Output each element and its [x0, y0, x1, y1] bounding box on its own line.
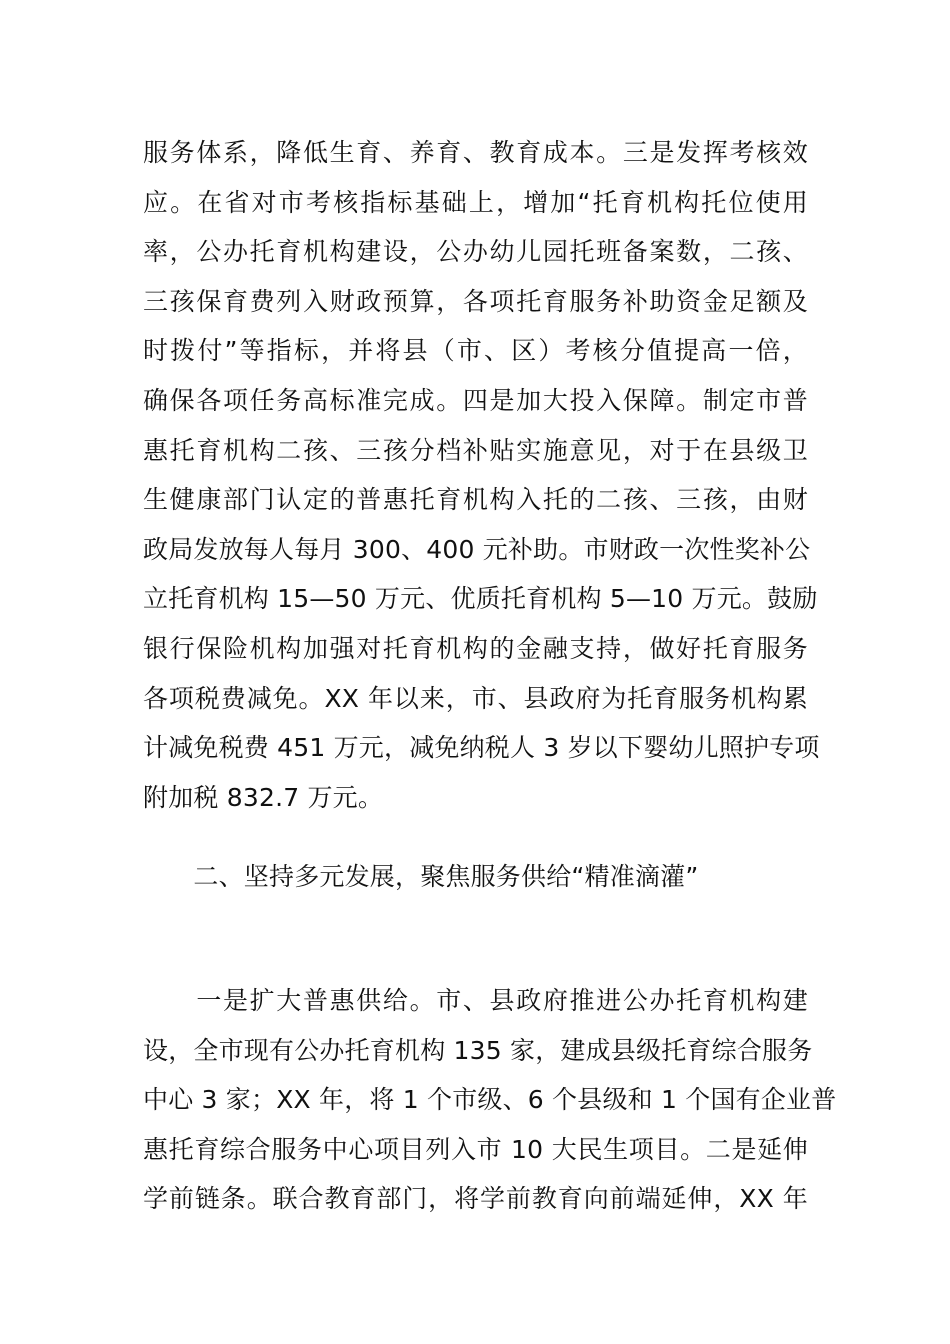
paragraph-line: 各项税费减免。XX 年以来，市、县政府为托育服务机构累 — [143, 683, 808, 713]
body-paragraph-2 — [143, 976, 837, 1224]
paragraph-line: 学前链条。联合教育部门，将学前教育向前端延伸，XX 年 — [143, 1184, 808, 1214]
paragraph-line: 政局发放每人每月 300、400 元补助。市财政一次性奖补公 — [143, 534, 811, 564]
paragraph-line: 立托育机构 15—50 万元、优质托育机构 5—10 万元。鼓励 — [143, 584, 818, 614]
section-heading — [143, 852, 808, 902]
paragraph-line: 生健康部门认定的普惠托育机构入托的二孩、三孩，由财 — [143, 485, 808, 515]
paragraph-line: 服务体系，降低生育、养育、教育成本。三是发挥考核效 — [143, 138, 808, 167]
paragraph-line: 中心 3 家；XX 年，将 1 个市级、6 个县级和 1 个国有企业普 — [143, 1085, 837, 1115]
paragraph-line: 一是扩大普惠供给。市、县政府推进公办托育机构建 — [143, 986, 808, 1015]
paragraph-line: 三孩保育费列入财政预算，各项托育服务补助资金足额及 — [143, 286, 808, 316]
paragraph-line: 惠托育机构二孩、三孩分档补贴实施意见，对于在县级卫 — [143, 435, 808, 465]
paragraph-line: 惠托育综合服务中心项目列入市 10 大民生项目。二是延伸 — [143, 1134, 808, 1164]
paragraph-line: 计减免税费 451 万元，减免纳税人 3 岁以下婴幼儿照护专项 — [143, 733, 820, 763]
paragraph-line: 率，公办托育机构建设，公办幼儿园托班备案数，二孩、 — [143, 237, 808, 267]
section-heading-text: 二、坚持多元发展，聚焦服务供给“精准滴灌” — [143, 862, 699, 891]
body-paragraph-1 — [143, 128, 820, 822]
paragraph-line: 确保各项任务高标准完成。四是加大投入保障。制定市普 — [143, 385, 808, 415]
paragraph-line: 附加税 832.7 万元。 — [143, 782, 384, 812]
paragraph-line: 设，全市现有公办托育机构 135 家，建成县级托育综合服务 — [143, 1035, 813, 1065]
paragraph-line: 时拨付”等指标，并将县（市、区）考核分值提高一倍， — [143, 336, 808, 366]
paragraph-line: 应。在省对市考核指标基础上，增加“托育机构托位使用 — [143, 187, 808, 217]
paragraph-line: 银行保险机构加强对托育机构的金融支持，做好托育服务 — [143, 633, 808, 663]
